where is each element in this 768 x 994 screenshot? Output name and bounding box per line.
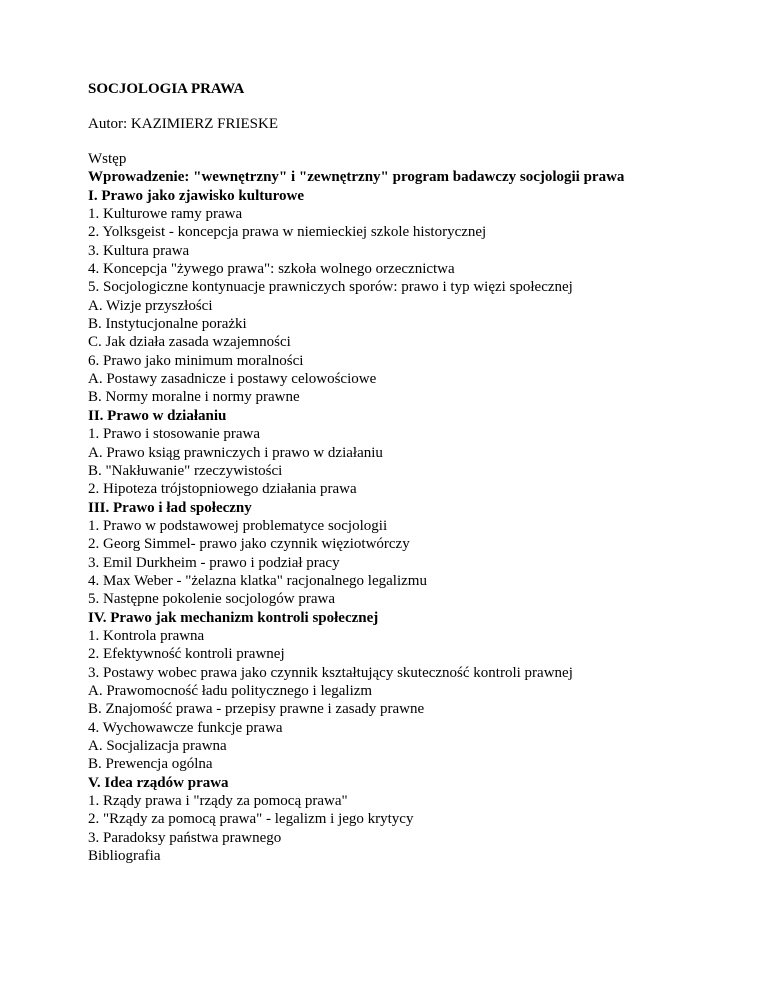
toc-section-heading: II. Prawo w działaniu (88, 407, 227, 424)
toc-entry: B. Prewencja ogólna (88, 756, 213, 773)
toc-section-heading: IV. Prawo jak mechanizm kontroli społecznej (88, 609, 379, 626)
toc-entry: C. Jak działa zasada wzajemności (88, 334, 291, 351)
toc-entry: 5. Następne pokolenie socjologów prawa (88, 591, 336, 608)
toc-section-heading: V. Idea rządów prawa (88, 774, 229, 791)
toc-entry: 5. Socjologiczne kontynuacje prawniczych sporów: prawo i typ więzi społecznej (88, 279, 573, 296)
toc-entry: Bibliografia (88, 848, 161, 865)
toc-entry: 1. Kontrola prawna (88, 627, 205, 644)
toc-section-heading: I. Prawo jako zjawisko kulturowe (88, 187, 304, 204)
toc-section-heading: Wprowadzenie: "wewnętrzny" i "zewnętrzny" program badawczy socjologii prawa (88, 169, 625, 186)
table-of-contents (88, 150, 748, 865)
document-author: Autor: KAZIMIERZ FRIESKE (88, 116, 278, 132)
toc-entry: 6. Prawo jako minimum moralności (88, 352, 304, 369)
document-title: SOCJOLOGIA PRAWA (88, 81, 245, 97)
toc-entry: 1. Prawo i stosowanie prawa (88, 426, 261, 443)
toc-entry: 4. Koncepcja "żywego prawa": szkoła wolnego orzecznictwa (88, 261, 455, 278)
toc-entry: A. Postawy zasadnicze i postawy celowościowe (88, 371, 377, 388)
toc-entry: 2. Hipoteza trójstopniowego działania prawa (88, 481, 357, 498)
toc-entry: B. Normy moralne i normy prawne (88, 389, 300, 406)
toc-entry: 2. Georg Simmel- prawo jako czynnik więziotwórczy (88, 536, 410, 553)
toc-entry: 1. Rządy prawa i "rządy za pomocą prawa" (88, 793, 348, 810)
toc-entry: 3. Emil Durkheim - prawo i podział pracy (88, 554, 340, 571)
toc-entry: A. Prawo ksiąg prawniczych i prawo w działaniu (88, 444, 383, 461)
toc-entry: 3. Paradoksy państwa prawnego (88, 829, 282, 846)
toc-entry: 3. Postawy wobec prawa jako czynnik kształtujący skuteczność kontroli prawnej (88, 664, 573, 681)
toc-entry: 1. Kulturowe ramy prawa (88, 206, 243, 223)
toc-entry: 2. "Rządy za pomocą prawa" - legalizm i jego krytycy (88, 811, 414, 828)
toc-entry: Wstęp (88, 151, 127, 167)
toc-entry: A. Wizje przyszłości (88, 297, 213, 314)
toc-section-heading: III. Prawo i ład społeczny (88, 499, 252, 516)
toc-entry: B. "Nakłuwanie" rzeczywistości (88, 462, 283, 479)
toc-entry: B. Instytucjonalne porażki (88, 316, 247, 333)
toc-entry: A. Socjalizacja prawna (88, 738, 227, 754)
toc-entry: 1. Prawo w podstawowej problematyce socjologii (88, 517, 388, 534)
document-page (88, 80, 748, 865)
toc-entry: 3. Kultura prawa (88, 242, 190, 259)
toc-entry: A. Prawomocność ładu politycznego i legalizm (88, 682, 373, 699)
toc-entry: 4. Wychowawcze funkcje prawa (88, 719, 283, 736)
toc-entry: 2. Efektywność kontroli prawnej (88, 646, 285, 663)
toc-entry: 4. Max Weber - "żelazna klatka" racjonalnego legalizmu (88, 572, 427, 589)
toc-entry: 2. Yolksgeist - koncepcja prawa w niemieckiej szkole historycznej (88, 224, 487, 241)
toc-entry: B. Znajomość prawa - przepisy prawne i zasady prawne (88, 701, 425, 718)
